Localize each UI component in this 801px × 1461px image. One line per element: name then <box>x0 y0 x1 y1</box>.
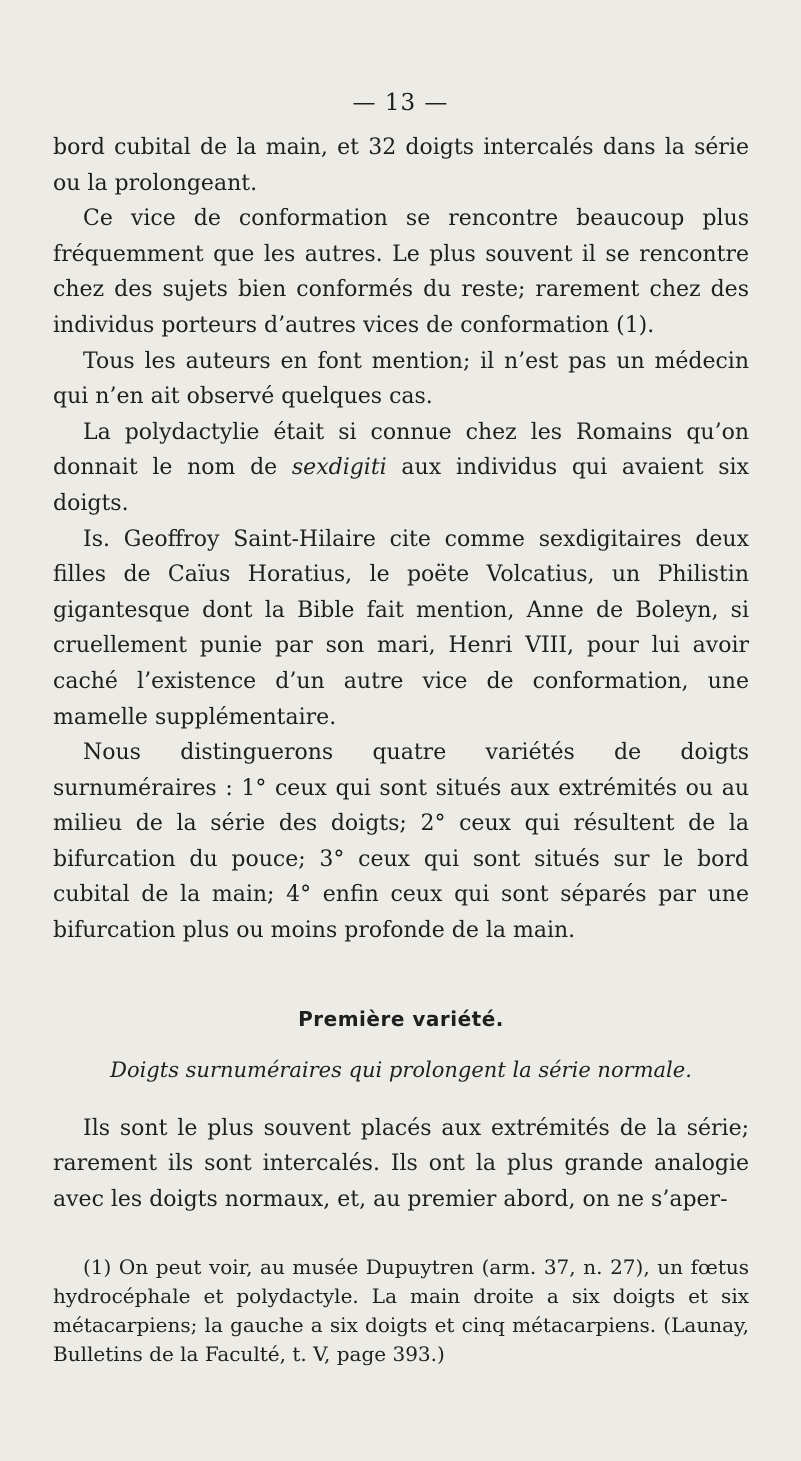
paragraph-varieties: Nous distinguerons quatre variétés de doigts surnuméraires : 1° ceux qui sont situés aux extrémités ou au milieu de la série des doigts; 2° ceux qui résultent de la bifurcation du pouce; 3° ceux qui sont situés sur le bord cubital de la main; 4° enfin ceux qui sont séparés par une bifurcation plus ou moins profonde de la main. <box>53 740 749 944</box>
footnote <box>53 1253 749 1369</box>
body-text <box>53 130 749 949</box>
paragraph-romans <box>53 415 749 522</box>
footnote-text: (1) On peut voir, au musée Dupuytren (arm. 37, n. 27), un fœtus hydrocéphale et polydactyle. La main droite a six doigts et six métacarpiens; la gauche a six doigts et cinq métacarpiens. (Launay, Bulletins de la Faculté, t. V, page 393.) <box>53 1255 749 1367</box>
paragraph-frequency: Ce vice de conformation se rencontre beaucoup plus fréquemment que les autres. Le plus souvent il se rencontre chez des sujets bien conformés du reste; rarement chez des individus porteurs d’autres vices de conformation (1). <box>53 206 749 338</box>
paragraph-authors: Tous les auteurs en font mention; il n’est pas un médecin qui n’en ait observé quelques cas. <box>53 348 749 410</box>
section-subtitle: Doigts surnuméraires qui prolongent la série normale. <box>110 1057 692 1082</box>
section-heading: Première variété. <box>298 1006 504 1031</box>
section-paragraph: Ils sont le plus souvent placés aux extrémités de la série; rarement ils sont intercalés. Ils ont la plus grande analogie avec les doigts normaux, et, au premier abord, on ne s’aper- <box>53 1115 749 1212</box>
section-text <box>53 1111 749 1218</box>
paragraph-continuation: bord cubital de la main, et 32 doigts intercalés dans la série ou la prolongeant. <box>53 135 749 196</box>
latin-term: sexdigiti <box>291 455 387 481</box>
paragraph-romans-after: aux individus qui avaient six doigts. <box>53 455 749 516</box>
paragraph-romans-before: La polydactylie était si connue chez les Romains qu’on donnait le nom de <box>53 419 749 481</box>
paragraph-geoffroy: Is. Geoffroy Saint-Hilaire cite comme sexdigitaires deux filles de Caïus Horatius, le poëte Volcatius, un Philistin gigantesque dont la Bible fait mention, Anne de Boleyn, si cruellement punie par son mari, Henri VIII, pour lui avoir caché l’existence d’un autre vice de conformation, une mamelle supplémentaire. <box>53 526 749 730</box>
page-number: — 13 — <box>352 90 449 116</box>
